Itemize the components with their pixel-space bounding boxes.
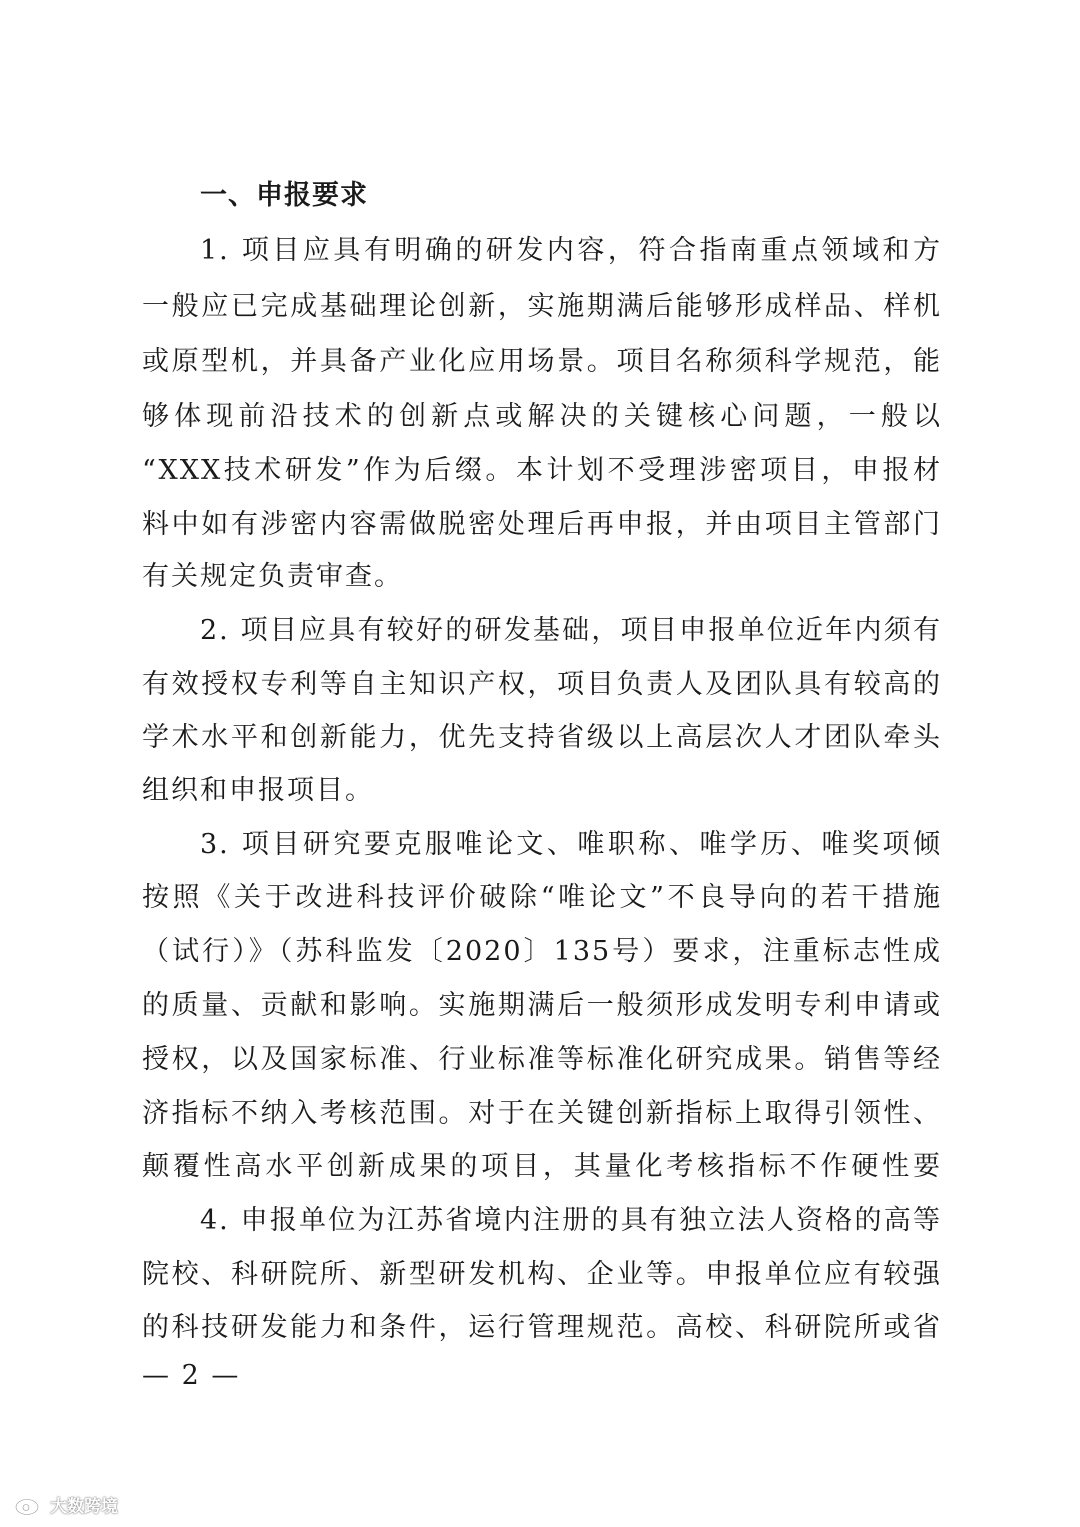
paragraph-line: 的质量、贡献和影响。实施期满后一般须形成发明专利申请或 (142, 990, 942, 1021)
paragraph-line: 3. 项目研究要克服唯论文、唯职称、唯学历、唯奖项倾 (200, 829, 942, 860)
paragraph-line: 料中如有涉密内容需做脱密处理后再申报，并由项目主管部门 (142, 509, 942, 540)
paragraph-line: 4. 申报单位为江苏省境内注册的具有独立法人资格的高等 (200, 1205, 942, 1236)
paragraph-line: 院校、科研院所、新型研发机构、企业等。申报单位应有较强 (142, 1259, 942, 1290)
paragraph-line: （试行）》（苏科监发〔2020〕135号）要求，注重标志性成 (142, 936, 942, 967)
paragraph-line: 或原型机，并具备产业化应用场景。项目名称须科学规范，能 (142, 346, 942, 377)
paragraph-line: “XXX技术研发”作为后缀。本计划不受理涉密项目，申报材 (142, 455, 942, 486)
paragraph-line: 有效授权专利等自主知识产权，项目负责人及团队具有较高的 (142, 669, 942, 700)
paragraph-line: 1. 项目应具有明确的研发内容，符合指南重点领域和方 (200, 235, 942, 266)
paragraph-line: 2. 项目应具有较好的研发基础，项目申报单位近年内须有 (200, 615, 942, 646)
paragraph-line: 济指标不纳入考核范围。对于在关键创新指标上取得引领性、 (142, 1098, 942, 1129)
paragraph-line: 一般应已完成基础理论创新，实施期满后能够形成样品、样机 (142, 291, 942, 322)
weibo-style-logo-icon (14, 1494, 44, 1516)
paragraph-line: 按照《关于改进科技评价破除“唯论文”不良导向的若干措施 (142, 882, 942, 913)
watermark (14, 1492, 118, 1517)
paragraph-line: 授权，以及国家标准、行业标准等标准化研究成果。销售等经 (142, 1044, 942, 1075)
paragraph-line: 的科技研发能力和条件，运行管理规范。高校、科研院所或省 (142, 1312, 942, 1343)
paragraph-line: 够体现前沿技术的创新点或解决的关键核心问题，一般以 (142, 401, 942, 432)
watermark-text: 大数跨境 (50, 1497, 118, 1517)
paragraph-line: 学术水平和创新能力，优先支持省级以上高层次人才团队牵头 (142, 722, 942, 753)
page-number: — 2 — (142, 1360, 241, 1391)
section-heading: 一、申报要求 (200, 180, 368, 211)
paragraph-line: 组织和申报项目。 (142, 775, 374, 806)
paragraph-line: 有关规定负责审查。 (142, 561, 403, 592)
paragraph-line: 颠覆性高水平创新成果的项目，其量化考核指标不作硬性要 (142, 1151, 942, 1182)
